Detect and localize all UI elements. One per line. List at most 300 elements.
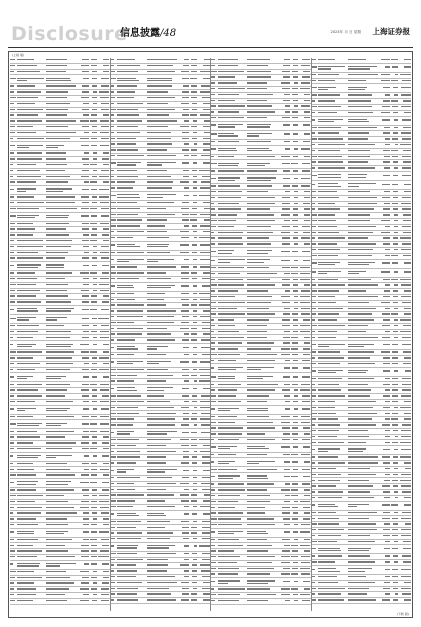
table-cell xyxy=(217,296,246,299)
table-cell xyxy=(117,299,146,302)
fine-print-text xyxy=(401,203,411,204)
fine-print-text xyxy=(102,301,110,302)
table-cell xyxy=(217,501,246,504)
table-cell xyxy=(97,138,109,141)
table-cell xyxy=(298,568,310,571)
table-cell xyxy=(280,133,290,136)
fine-print-text xyxy=(318,442,343,443)
fine-print-text xyxy=(83,103,88,104)
fine-print-text xyxy=(191,593,198,594)
fine-print-text xyxy=(292,427,298,428)
table-cell xyxy=(146,322,179,325)
fine-print-text xyxy=(282,389,290,390)
table-cell xyxy=(390,535,398,538)
table-cell xyxy=(189,500,197,503)
fine-print-text xyxy=(402,555,411,556)
table-cell xyxy=(189,114,197,117)
table-cell xyxy=(318,468,347,471)
fine-print-text xyxy=(82,577,89,578)
fine-print-text xyxy=(383,462,390,463)
fine-print-text xyxy=(147,538,170,539)
table-cell xyxy=(89,284,97,287)
fine-print-text xyxy=(10,416,14,417)
fine-print-text xyxy=(111,170,114,171)
table-cell xyxy=(380,156,390,159)
fine-print-text xyxy=(99,495,109,496)
table-cell xyxy=(46,202,79,205)
table-cell xyxy=(117,559,146,562)
table-cell xyxy=(280,331,290,334)
fine-print-text xyxy=(348,351,374,352)
table-cell xyxy=(217,82,246,85)
fine-print-text xyxy=(10,376,14,377)
fine-print-text xyxy=(385,389,390,390)
fine-print-text xyxy=(282,117,289,118)
fine-print-text xyxy=(348,462,378,463)
table-cell xyxy=(79,469,89,472)
fine-print-text xyxy=(404,191,410,192)
table-cell xyxy=(298,495,310,498)
table-row xyxy=(10,420,110,429)
fine-print-text xyxy=(318,363,340,364)
table-cell xyxy=(217,148,246,152)
table-cell xyxy=(97,208,109,211)
fine-print-text xyxy=(117,252,144,253)
table-row xyxy=(10,529,110,538)
table-cell xyxy=(46,501,79,504)
table-cell xyxy=(290,518,298,521)
fine-print-text xyxy=(83,278,89,279)
table-cell xyxy=(79,228,89,231)
fine-print-text xyxy=(393,132,399,133)
table-cell xyxy=(217,580,246,584)
fine-print-text xyxy=(312,308,316,309)
fine-print-text xyxy=(92,97,97,98)
table-row xyxy=(10,341,110,350)
table-cell xyxy=(280,348,290,351)
table-cell xyxy=(390,569,398,572)
fine-print-text xyxy=(111,395,116,396)
fine-print-text xyxy=(211,191,216,192)
table-cell xyxy=(399,232,411,235)
fine-print-text xyxy=(90,309,97,310)
fine-print-text xyxy=(348,576,366,577)
fine-print-text xyxy=(83,401,88,402)
fine-print-text xyxy=(247,100,267,101)
table-cell xyxy=(189,310,197,313)
table-cell xyxy=(318,497,347,500)
fine-print-text xyxy=(211,476,215,477)
fine-print-text xyxy=(111,588,115,589)
fine-print-text xyxy=(312,474,316,475)
table-cell xyxy=(146,564,179,567)
table-cell xyxy=(146,445,179,448)
fine-print-text xyxy=(10,524,14,525)
table-cell xyxy=(347,197,380,200)
table-cell xyxy=(318,504,347,508)
table-cell xyxy=(380,357,390,360)
table-cell xyxy=(179,219,189,222)
table-cell xyxy=(198,252,210,255)
fine-print-text xyxy=(117,588,137,589)
table-cell xyxy=(198,354,210,357)
fine-print-text xyxy=(192,109,198,110)
fine-print-text xyxy=(17,80,27,81)
table-cell xyxy=(290,105,298,108)
fine-print-text xyxy=(348,468,371,469)
table-cell xyxy=(399,237,411,240)
table-cell xyxy=(380,480,390,483)
fine-print-text xyxy=(181,266,189,267)
table-cell xyxy=(290,88,298,91)
table-cell xyxy=(399,184,411,187)
table-cell xyxy=(189,456,197,459)
table-cell xyxy=(189,195,197,198)
fine-print-text xyxy=(218,325,235,326)
table-cell xyxy=(347,232,380,235)
table-cell xyxy=(198,570,210,573)
table-cell xyxy=(290,376,298,379)
table-cell xyxy=(146,431,179,435)
table-cell xyxy=(117,181,146,184)
fine-print-text xyxy=(401,474,410,475)
fine-print-text xyxy=(211,376,215,377)
fine-print-text xyxy=(304,461,310,462)
fine-print-text xyxy=(211,408,214,409)
fine-print-text xyxy=(147,65,173,66)
table-cell xyxy=(298,185,310,188)
fine-print-text xyxy=(348,59,366,60)
fine-print-text xyxy=(182,214,189,215)
fine-print-text xyxy=(402,138,410,139)
fine-print-text xyxy=(218,556,240,557)
fine-print-text xyxy=(203,470,210,471)
fine-print-text xyxy=(93,594,97,595)
fine-print-text xyxy=(402,197,411,198)
fine-print-text xyxy=(111,293,115,294)
table-cell xyxy=(318,344,347,348)
table-cell xyxy=(189,388,197,391)
table-cell xyxy=(89,469,97,472)
table-cell xyxy=(280,59,290,62)
fine-print-text xyxy=(348,436,369,437)
table-cell xyxy=(97,272,109,275)
table-cell xyxy=(146,143,179,146)
table-cell xyxy=(89,65,97,68)
table-cell xyxy=(380,66,390,69)
table-cell xyxy=(97,158,109,161)
table-cell xyxy=(247,376,280,380)
table-cell xyxy=(318,150,347,153)
table-cell xyxy=(347,127,380,130)
fine-print-text xyxy=(348,550,369,551)
fine-print-text xyxy=(283,65,289,66)
table-cell xyxy=(97,512,109,515)
table-cell xyxy=(247,185,280,188)
fine-print-text xyxy=(247,433,265,434)
table-cell xyxy=(390,474,398,477)
table-cell xyxy=(390,523,398,526)
fine-print-text xyxy=(312,593,315,594)
fine-print-text xyxy=(318,226,336,227)
fine-print-text xyxy=(283,313,290,314)
fine-print-text xyxy=(180,439,189,440)
fine-print-text xyxy=(282,512,290,513)
fine-print-text xyxy=(293,141,298,142)
fine-print-text xyxy=(10,331,13,332)
fine-print-text xyxy=(80,272,89,273)
table-cell xyxy=(89,132,97,135)
table-cell xyxy=(298,156,310,159)
fine-print-text xyxy=(111,237,115,238)
fine-print-text xyxy=(348,451,363,452)
fine-print-text xyxy=(247,65,268,66)
fine-print-text xyxy=(348,106,373,107)
table-cell xyxy=(247,461,280,465)
table-cell xyxy=(97,539,109,542)
table-cell xyxy=(399,144,411,147)
fine-print-text xyxy=(318,243,336,244)
fine-print-text xyxy=(383,535,390,536)
fine-print-text xyxy=(200,407,210,408)
table-row xyxy=(10,262,110,271)
table-cell xyxy=(16,416,45,419)
table-cell xyxy=(390,214,398,217)
table-cell xyxy=(280,360,290,363)
fine-print-text xyxy=(117,451,139,452)
table-cell xyxy=(347,497,380,500)
fine-print-text xyxy=(318,237,345,238)
table-cell xyxy=(298,308,310,311)
fine-print-text xyxy=(218,191,242,192)
fine-print-text xyxy=(348,337,378,338)
table-cell xyxy=(390,561,398,564)
fine-print-text xyxy=(193,347,197,348)
fine-print-text xyxy=(218,580,240,581)
table-cell xyxy=(380,456,390,459)
table-cell xyxy=(247,94,280,97)
table-cell xyxy=(318,119,347,123)
table-row xyxy=(111,429,211,438)
fine-print-text xyxy=(117,80,139,81)
fine-print-text xyxy=(204,120,210,121)
table-cell xyxy=(399,456,411,459)
fine-print-text xyxy=(117,304,143,305)
fine-print-text xyxy=(46,284,68,285)
fine-print-text xyxy=(293,284,298,285)
table-cell xyxy=(117,375,146,378)
fine-print-text xyxy=(117,547,137,548)
fine-print-text xyxy=(294,302,298,303)
table-cell xyxy=(189,369,197,372)
fine-print-text xyxy=(17,181,36,182)
fine-print-text xyxy=(82,325,89,326)
table-cell xyxy=(16,563,45,567)
fine-print-text xyxy=(181,299,189,300)
fine-print-text xyxy=(301,454,310,455)
fine-print-text xyxy=(318,456,338,457)
table-cell xyxy=(390,462,398,465)
fine-print-text xyxy=(302,600,310,601)
table-cell xyxy=(117,219,146,222)
fine-print-text xyxy=(303,260,310,261)
fine-print-text xyxy=(281,214,290,215)
table-cell xyxy=(89,301,97,304)
table-cell xyxy=(280,389,290,392)
table-row xyxy=(111,359,211,368)
table-cell xyxy=(280,556,290,559)
table-cell xyxy=(189,407,197,410)
fine-print-text xyxy=(200,71,209,72)
table-cell xyxy=(97,474,109,477)
table-cell xyxy=(179,181,189,184)
table-cell xyxy=(347,491,380,494)
fine-print-text xyxy=(84,455,89,456)
table-cell xyxy=(280,422,290,425)
table-cell xyxy=(46,65,79,68)
fine-print-text xyxy=(46,363,73,364)
fine-print-text xyxy=(190,219,197,220)
table-cell xyxy=(189,432,197,435)
fine-print-text xyxy=(117,164,136,165)
table-cell xyxy=(298,331,310,334)
table-cell xyxy=(290,556,298,559)
table-cell xyxy=(399,331,411,334)
fine-print-text xyxy=(218,533,234,534)
fine-print-text xyxy=(247,556,275,557)
table-cell xyxy=(89,196,97,199)
fine-print-text xyxy=(318,208,340,209)
table-cell xyxy=(189,477,197,480)
table-cell xyxy=(390,59,398,62)
fine-print-text xyxy=(247,512,265,513)
fine-print-text xyxy=(218,124,243,125)
table-cell xyxy=(117,259,146,263)
fine-print-text xyxy=(348,363,375,364)
fine-print-text xyxy=(147,462,167,463)
fine-print-text xyxy=(192,103,198,104)
fine-print-text xyxy=(403,127,411,128)
fine-print-text xyxy=(147,390,165,391)
table-cell xyxy=(217,105,246,108)
fine-print-text xyxy=(348,174,368,175)
fine-print-text xyxy=(17,489,36,490)
table-cell xyxy=(280,507,290,510)
table-cell xyxy=(179,170,189,173)
fine-print-text xyxy=(247,384,278,385)
table-cell xyxy=(318,74,347,77)
fine-print-text xyxy=(385,284,390,285)
table-cell xyxy=(399,561,411,564)
fine-print-text xyxy=(83,518,89,519)
fine-print-text xyxy=(294,82,298,83)
table-cell xyxy=(390,290,398,293)
fine-print-text xyxy=(82,489,88,490)
fine-print-text xyxy=(348,497,374,498)
fine-print-text xyxy=(218,308,237,309)
table-cell xyxy=(97,401,109,404)
table-cell xyxy=(16,351,45,354)
fine-print-text xyxy=(191,418,197,419)
fine-print-text xyxy=(147,433,167,434)
fine-print-text xyxy=(304,337,310,338)
fine-print-text xyxy=(312,74,316,75)
fine-print-text xyxy=(202,489,209,490)
fine-print-text xyxy=(10,545,14,546)
fine-print-text xyxy=(300,531,310,532)
fine-print-text xyxy=(312,497,315,498)
fine-print-text xyxy=(80,120,89,121)
table-cell xyxy=(347,331,380,334)
table-cell xyxy=(97,337,109,340)
fine-print-text xyxy=(111,114,114,115)
table-cell xyxy=(247,250,280,254)
fine-print-text xyxy=(385,474,390,475)
table-cell xyxy=(298,141,310,144)
fine-print-text xyxy=(111,225,116,226)
fine-print-text xyxy=(111,494,116,495)
table-cell xyxy=(179,380,189,383)
fine-print-text xyxy=(391,150,398,151)
fine-print-text xyxy=(82,416,89,417)
fine-print-text xyxy=(293,562,298,563)
fine-print-text xyxy=(147,237,169,238)
table-cell xyxy=(247,439,280,442)
fine-print-text xyxy=(103,228,109,229)
fine-print-text xyxy=(193,477,197,478)
table-cell xyxy=(217,226,246,229)
fine-print-text xyxy=(103,571,109,572)
fine-print-text xyxy=(312,237,315,238)
table-row xyxy=(211,248,311,257)
table-cell xyxy=(280,408,290,411)
fine-print-text xyxy=(102,395,109,396)
fine-print-text xyxy=(291,267,298,268)
table-cell xyxy=(79,376,89,379)
fine-print-text xyxy=(211,163,216,164)
fine-print-text xyxy=(247,580,274,581)
fine-print-text xyxy=(101,78,110,79)
fine-print-text xyxy=(247,302,271,303)
table-cell xyxy=(117,120,146,123)
table-cell xyxy=(280,501,290,504)
fine-print-text xyxy=(10,401,15,402)
fine-print-text xyxy=(117,500,135,501)
fine-print-text xyxy=(318,474,340,475)
table-cell xyxy=(16,408,45,412)
table-cell xyxy=(46,71,79,74)
fine-print-text xyxy=(384,167,390,168)
table-cell xyxy=(146,439,179,442)
fine-print-text xyxy=(90,223,97,224)
table-cell xyxy=(290,384,298,387)
table-cell xyxy=(390,331,398,334)
fine-print-text xyxy=(247,331,267,332)
fine-print-text xyxy=(218,319,234,320)
table-cell xyxy=(198,143,210,146)
table-cell xyxy=(146,304,179,307)
table-cell xyxy=(390,389,398,392)
table-cell xyxy=(217,489,246,492)
fine-print-text xyxy=(348,313,372,314)
fine-print-text xyxy=(111,506,116,507)
fine-print-text xyxy=(247,170,277,171)
table-cell xyxy=(117,266,146,269)
table-cell xyxy=(117,208,146,211)
fine-print-text xyxy=(402,344,410,345)
fine-print-text xyxy=(348,302,369,303)
fine-print-text xyxy=(200,564,209,565)
